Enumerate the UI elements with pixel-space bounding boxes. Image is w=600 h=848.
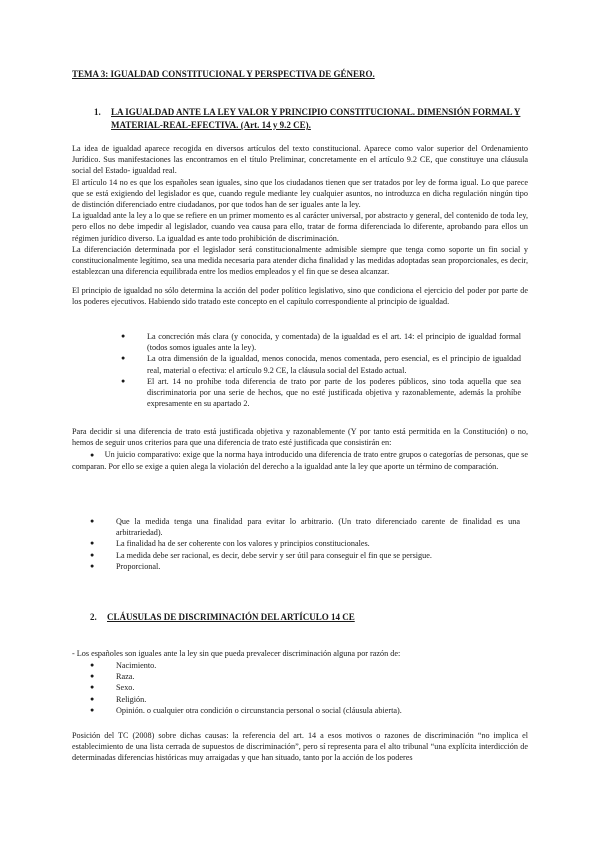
list-item: ● Proporcional. <box>90 561 161 571</box>
paragraph: La idea de igualdad aparece recogida en diversos artículos del texto constitucional. Aparece como valor superior del Ordenamiento Jurídico. Sus manifestaciones las encontramos en el título Preliminar, concretamente en el artículo 9.2 CE, que constituye una cláusula social del Estado- igualdad real. <box>72 144 528 176</box>
tc-position-paragraph <box>72 730 528 764</box>
bullet-icon: ● <box>121 376 126 385</box>
list-item: ● Que la medida tenga una finalidad para evitar lo arbitrario. (Un trato diferenciado carente de finalidad es una arbitrariedad). <box>90 517 520 538</box>
criteria-first-item: ● Un juicio comparativo: exige que la norma haya introducido una diferencia de trato entre grupos o categorías de personas, que se comparan. Por ello se exige a quien alega la violación del derecho a la igualdad ante la ley que aporte un término de comparación. <box>72 450 528 472</box>
list-item: ● Religión. <box>90 694 147 704</box>
section-1-title: LA IGUALDAD ANTE LA LEY VALOR Y PRINCIPIO CONSTITUCIONAL. DIMENSIÓN FORMAL Y MATERIAL-REAL-EFECTIVA. (Art. 14 y 9.2 CE). <box>111 107 521 130</box>
bullet-icon: ● <box>90 694 95 703</box>
bullet-icon: ● <box>90 451 95 459</box>
paragraph: - Los españoles son iguales ante la ley sin que pueda prevalecer discriminación alguna por razón de: <box>72 649 401 658</box>
discrimination-reasons-list <box>90 660 520 716</box>
list-item: ● Raza. <box>90 672 135 682</box>
list-item: ● Opinión. o cualquier otra condición o circunstancia personal o social (cláusula abierta). <box>90 705 402 715</box>
document-title: TEMA 3: IGUALDAD CONSTITUCIONAL Y PERSPECTIVA DE GÉNERO. <box>72 69 375 79</box>
bullet-icon: ● <box>90 539 95 548</box>
section-2-number: 2. <box>90 612 97 622</box>
bullet-icon: ● <box>90 661 95 669</box>
list-item: ● El art. 14 no prohíbe toda diferencia de trato por parte de los poderes públicos, sino toda aquella que sea discriminatoria por una serie de hechos, que no esté justificada objetiva y razonablemente, además la prohíbe expresamente en su apartado 2. <box>121 376 521 409</box>
bullet-icon: ● <box>90 561 95 570</box>
criteria-paragraph <box>72 426 528 448</box>
discrimination-intro <box>72 648 528 659</box>
list-item: ● La concreción más clara (y conocida, y comentada) de la igualdad es el art. 14: el principio de igualdad formal (todos somos iguales ante la ley). <box>121 332 521 353</box>
section-2-title: CLÁUSULAS DE DISCRIMINACIÓN DEL ARTÍCULO 14 CE <box>107 612 355 622</box>
list-item: ● La medida debe ser racional, es decir, debe servir y ser útil para conseguir el fin que se persigue. <box>90 550 432 560</box>
bullet-icon: ● <box>90 517 95 525</box>
bullet-icon: ● <box>121 354 126 363</box>
paragraph: La diferenciación determinada por el legislador será constitucionalmente admisible siempre que tenga como soporte un fin social y constitucionalmente legítimo, sea una medida necesaria para atender dicha finalidad y las medidas adoptadas sean proporcionales, es decir, establezcan una diferencia equilibrada entre los medios empleados y el fin que se desea alcanzar. <box>72 244 528 277</box>
intro-paragraphs <box>72 143 528 277</box>
principle-paragraph <box>72 285 528 307</box>
criteria-list <box>90 516 520 572</box>
list-item: ● Nacimiento. <box>90 661 157 670</box>
equality-bullet-list <box>121 331 521 409</box>
list-item: ● La otra dimensión de la igualdad, menos conocida, menos comentada, pero esencial, es el principio de igualdad real, material o efectiva: el artículo 9.2 CE, la cláusula social del Estado actual. <box>121 354 521 375</box>
bullet-icon: ● <box>90 705 95 714</box>
paragraph: La igualdad ante la ley a lo que se refiere en un primer momento es al carácter universal, por abstracto y general, del contenido de toda ley, pero ellos no debe impedir al legislador, cuando vea causa para ello, tratar de forma diferenciada lo diferente, aprobando para ellos un régimen jurídico diverso. La igualdad es ante todo prohibición de discriminación. <box>72 211 528 243</box>
paragraph: Posición del TC (2008) sobre dichas causas: la referencia del art. 14 a esos motivos o razones de discriminación “no implica el establecimiento de una lista cerrada de supuestos de discriminación”, pero sí representa para el alto tribunal “una explícita interdicción de determinadas diferencias históricas muy arraigadas y que han situado, tanto por la acción de los poderes <box>72 731 528 763</box>
bullet-icon: ● <box>121 332 126 340</box>
bullet-icon: ● <box>90 672 95 681</box>
bullet-icon: ● <box>90 550 95 559</box>
paragraph: El artículo 14 no es que los españoles sean iguales, sino que los ciudadanos tienen que ser tratados por ley de forma igual. Lo que parece que se está exigiendo del legislador es que, cuando regule mediante ley cualquier asuntos, no introduzca en dicha regulación ningún tipo de distinción diferenciado entre ciudadanos, por que todos han de ser iguales ante la ley. <box>72 177 528 210</box>
list-item: ● Sexo. <box>90 683 135 693</box>
bullet-icon: ● <box>90 683 95 692</box>
paragraph: El principio de igualdad no sólo determina la acción del poder político legislativo, sino que condiciona el ejercicio del poder por parte de los poderes ejecutivos. Habiendo sido tratado este concepto en el capítulo correspondiente al principio de igualdad. <box>72 286 528 307</box>
section-1-number: 1. <box>94 107 101 117</box>
list-item: ● La finalidad ha de ser coherente con los valores y principios constitucionales. <box>90 539 370 549</box>
paragraph: Para decidir si una diferencia de trato está justificada objetiva y razonablemente (Y por tanto está permitida en la Constitución) o no, hemos de seguir unos criterios para que una diferencia de trato esté justificada que consistirán en: <box>72 427 528 448</box>
